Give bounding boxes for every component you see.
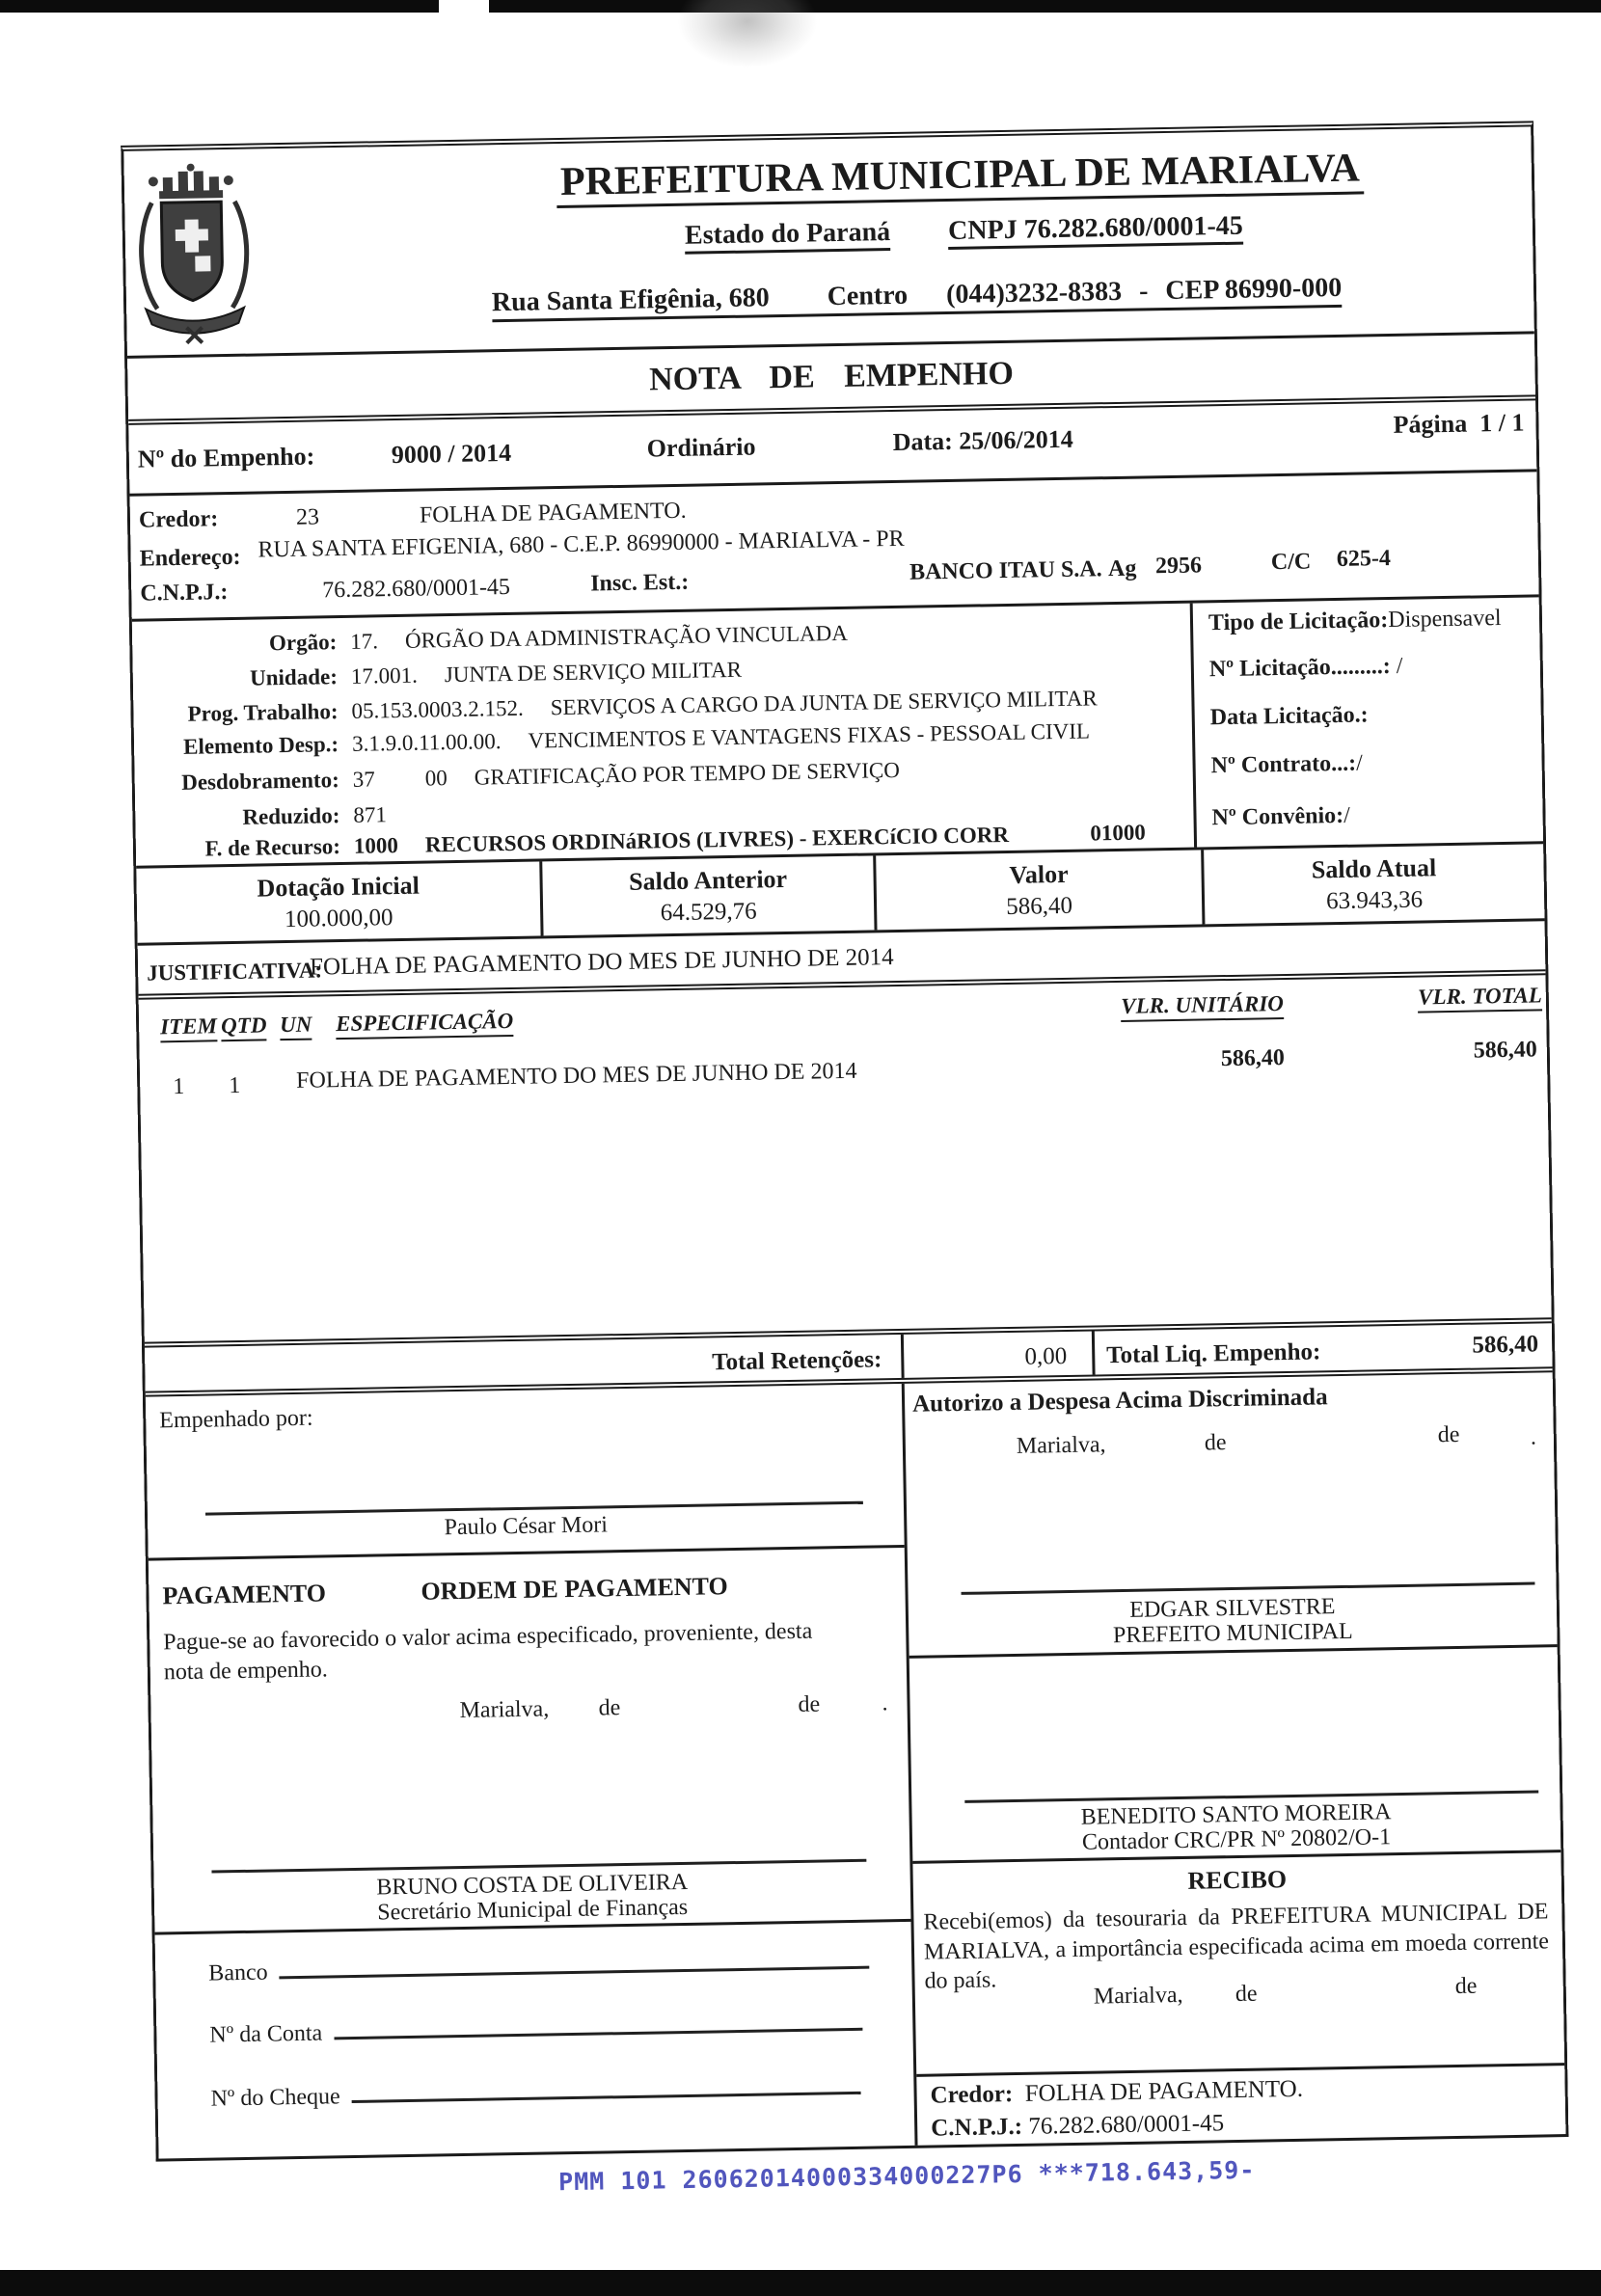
signatures-right-column — [905, 1372, 1566, 2146]
cheque-number-label: Nº do Cheque — [210, 2084, 340, 2112]
item-total-value: 586,40 — [1473, 1037, 1538, 1064]
state-label: Estado do Paraná — [685, 217, 891, 255]
licitacao-numero: Nº Licitação.........: / — [1208, 653, 1403, 683]
licitacao-tipo: Tipo de Licitação:Dispensavel — [1208, 606, 1502, 636]
account-row — [209, 2012, 862, 2049]
signatures-left-column — [146, 1384, 918, 2159]
state-registration-label: Insc. Est.: — [589, 569, 690, 597]
dot-matrix-stamp-line: PMM 101 26062014000334000227P6 ***718.643,59- — [557, 2155, 1256, 2197]
justification-text: FOLHA DE PAGAMENTO DO MES DE JUNHO DE 2014 — [309, 944, 894, 981]
items-header-espec: ESPECIFICAÇÃO — [336, 1009, 514, 1040]
marialva-coat-of-arms-logo — [134, 163, 255, 348]
convenio-numero: Nº Convênio:/ — [1211, 802, 1351, 831]
balance-col-valor: Valor 586,40 — [876, 850, 1205, 930]
letterhead-title-row — [394, 142, 1527, 207]
municipality-title: PREFEITURA MUNICIPAL DE MARIALVA — [556, 146, 1365, 208]
recibo-title: RECIBO — [1187, 1865, 1288, 1895]
city-date-city: Marialva, — [459, 1696, 550, 1724]
cnpj-label: CNPJ 76.282.680/0001-45 — [948, 211, 1243, 250]
city-date-de1: de — [598, 1695, 621, 1721]
bank-label: Banco — [208, 1959, 268, 1986]
autorizo-city: Marialva, — [1016, 1432, 1106, 1459]
items-header-qtd: QTD — [221, 1013, 267, 1041]
contador-box — [909, 1647, 1561, 1864]
item-qty: 1 — [229, 1072, 241, 1099]
letterhead — [123, 126, 1533, 355]
items-header-vlr-unitario: VLR. UNITÁRIO — [1121, 991, 1284, 1022]
classification-rows — [132, 604, 1194, 866]
classification-row-prog-trabalho: Prog. Trabalho: 05.153.0003.2.152. SERVIÇOS A CARGO DA JUNTA DE SERVIÇO MILITAR — [187, 686, 1098, 726]
cep: CEP 86990-000 — [1165, 272, 1343, 307]
autorizo-de2: de — [1437, 1421, 1460, 1448]
address-line — [492, 273, 1343, 322]
total-liquido-label: Total Liq. Empenho: — [1106, 1338, 1321, 1369]
account-label: C/C — [1270, 549, 1312, 576]
pagamento-label: PAGAMENTO — [162, 1579, 327, 1610]
account-fill-line — [334, 2027, 862, 2040]
item-number: 1 — [173, 1073, 185, 1100]
account-number: 625-4 — [1336, 546, 1392, 572]
classification-row-unidade: Unidade: 17.001. JUNTA DE SERVIÇO MILITAR — [249, 657, 743, 690]
agency-label: Ag — [1107, 555, 1137, 582]
page-indicator: Página 1 / 1 — [1393, 408, 1525, 439]
empenho-number-value: 9000 / 2014 — [391, 438, 512, 470]
classification-row-fonte-recurso: F. de Recurso: 1000 RECURSOS ORDINáRIOS (LIVRES) - EXERCíCIO CORR 01000 — [204, 820, 1147, 861]
item-description: FOLHA DE PAGAMENTO DO MES DE JUNHO DE 2014 — [295, 1058, 857, 1094]
scanner-smudge — [675, 0, 820, 69]
bank-details-box — [155, 1922, 915, 2159]
scanner-edge-bottom — [0, 2270, 1601, 2296]
total-retencoes-value: 0,00 — [904, 1331, 1096, 1377]
ordem-pagamento-box — [149, 1548, 911, 1935]
letterhead-subtitle-row — [405, 206, 1523, 257]
bank-fill-line — [280, 1965, 870, 1980]
secretario-title: Secretário Municipal de Finanças — [377, 1894, 689, 1926]
pague-se-text: Pague-se ao favorecido o valor acima especificado, proveniente, desta nota de empenho. — [163, 1618, 813, 1686]
contrato-numero: Nº Contrato...:/ — [1210, 750, 1364, 779]
items-header-item: ITEM — [160, 1013, 217, 1042]
autorizo-de1: de — [1204, 1430, 1227, 1456]
nota-de-empenho-form — [121, 121, 1568, 2161]
dash: - — [1138, 276, 1149, 307]
licitacao-box — [1190, 597, 1543, 847]
bank-name: BANCO ITAU S.A. — [909, 556, 1102, 585]
district: Centro — [827, 280, 909, 312]
empenhado-por-box — [146, 1384, 905, 1561]
balance-col-saldo-anterior: Saldo Anterior 64.529,76 — [542, 855, 877, 935]
empenhado-por-label: Empenhado por: — [159, 1405, 313, 1434]
total-retencoes-label: Total Retenções: — [145, 1335, 905, 1391]
creditor-address-label: Endereço: — [139, 544, 241, 572]
creditor-name: FOLHA DE PAGAMENTO. — [419, 498, 687, 528]
justification-label: JUSTIFICATIVA: — [146, 958, 323, 986]
creditor-block — [130, 472, 1539, 621]
recibo-de2: de — [1454, 1973, 1478, 2000]
recibo-city: Marialva, — [1093, 1982, 1183, 2010]
prefeito-title: PREFEITO MUNICIPAL — [1112, 1618, 1353, 1649]
phone: (044)3232-8383 — [945, 276, 1123, 310]
contador-name: BENEDITO SANTO MOREIRA — [1080, 1799, 1392, 1830]
licitacao-data: Data Licitação.: — [1209, 702, 1369, 731]
creditor-code: 23 — [295, 504, 320, 530]
empenhado-signature-name: Paulo César Mori — [444, 1512, 609, 1541]
budget-classification-block — [132, 597, 1543, 868]
items-header-un: UN — [280, 1013, 312, 1041]
recibo-credor-row: Credor: FOLHA DE PAGAMENTO. — [930, 2075, 1304, 2109]
creditor-address: RUA SANTA EFIGENIA, 680 - C.E.P. 86990000 - MARIALVA - PR — [258, 526, 905, 563]
city-date-dot: . — [882, 1690, 888, 1716]
autorizo-dot: . — [1530, 1424, 1537, 1450]
creditor-cnpj: 76.282.680/0001-45 — [322, 574, 511, 604]
empenho-type: Ordinário — [646, 432, 756, 463]
recibo-text: Recebi(emos) da tesouraria da PREFEITURA MUNICIPAL DE MARIALVA, a importância especificada acima em moeda corrente do país. — [923, 1899, 1550, 1995]
recibo-credor-block — [916, 2063, 1565, 2143]
balance-col-saldo-atual: Saldo Atual 63.943,36 — [1311, 853, 1437, 915]
agency-number: 2956 — [1154, 553, 1203, 580]
recibo-cnpj-row: C.N.P.J.: 76.282.680/0001-45 — [930, 2110, 1225, 2142]
items-header-vlr-total: VLR. TOTAL — [1418, 983, 1542, 1013]
fonte-recurso-extra-code: 01000 — [1090, 820, 1147, 846]
account-number-label: Nº da Conta — [209, 2020, 323, 2048]
total-liquido-cell — [1095, 1323, 1553, 1374]
signatures-area — [146, 1372, 1566, 2158]
scanner-edge-notch — [439, 0, 489, 13]
creditor-cnpj-label: C.N.P.J.: — [140, 580, 229, 607]
total-liquido-value: 586,40 — [1472, 1331, 1539, 1359]
document-title: NOTA DE EMPENHO — [648, 355, 1015, 398]
classification-row-orgao: Orgão: 17. ÓRGÃO DA ADMINISTRAÇÃO VINCULADA — [268, 620, 849, 656]
empenho-number-label: Nº do Empenho: — [137, 442, 315, 473]
recibo-box — [912, 1852, 1565, 2146]
letterhead-address-row — [329, 270, 1505, 321]
contador-title: Contador CRC/PR Nº 20802/O-1 — [1081, 1824, 1392, 1855]
prefeito-name: EDGAR SILVESTRE — [1129, 1594, 1336, 1623]
classification-row-reduzido: Reduzido: 871 — [242, 802, 388, 829]
balance-col-dotacao: Dotação Inicial 100.000,00 — [136, 861, 543, 942]
item-unit-value: 586,40 — [1220, 1045, 1286, 1072]
document-sheet — [121, 121, 1569, 2202]
cheque-row — [210, 2075, 860, 2113]
autorizo-box — [905, 1372, 1558, 1659]
bank-row — [208, 1950, 870, 1987]
street: Rua Santa Efigênia, 680 — [491, 283, 770, 318]
classification-row-elemento: Elemento Desp.: 3.1.9.0.11.00.00. VENCIMENTOS E VANTAGENS FIXAS - PESSOAL CIVIL — [182, 718, 1091, 759]
secretario-name: BRUNO COSTA DE OLIVEIRA — [376, 1869, 689, 1901]
classification-row-desdobramento: Desdobramento: 37 00 GRATIFICAÇÃO POR TEMPO DE SERVIÇO — [180, 757, 901, 795]
autorizo-label: Autorizo a Despesa Acima Discriminada — [911, 1384, 1328, 1418]
city-date-de2: de — [798, 1691, 821, 1717]
items-table — [139, 975, 1552, 1341]
recibo-de1: de — [1235, 1981, 1258, 2008]
ordem-pagamento-label: ORDEM DE PAGAMENTO — [421, 1572, 728, 1606]
creditor-label: Credor: — [138, 506, 219, 533]
empenho-date: Data: 25/06/2014 — [892, 424, 1073, 456]
cheque-fill-line — [352, 2091, 861, 2103]
